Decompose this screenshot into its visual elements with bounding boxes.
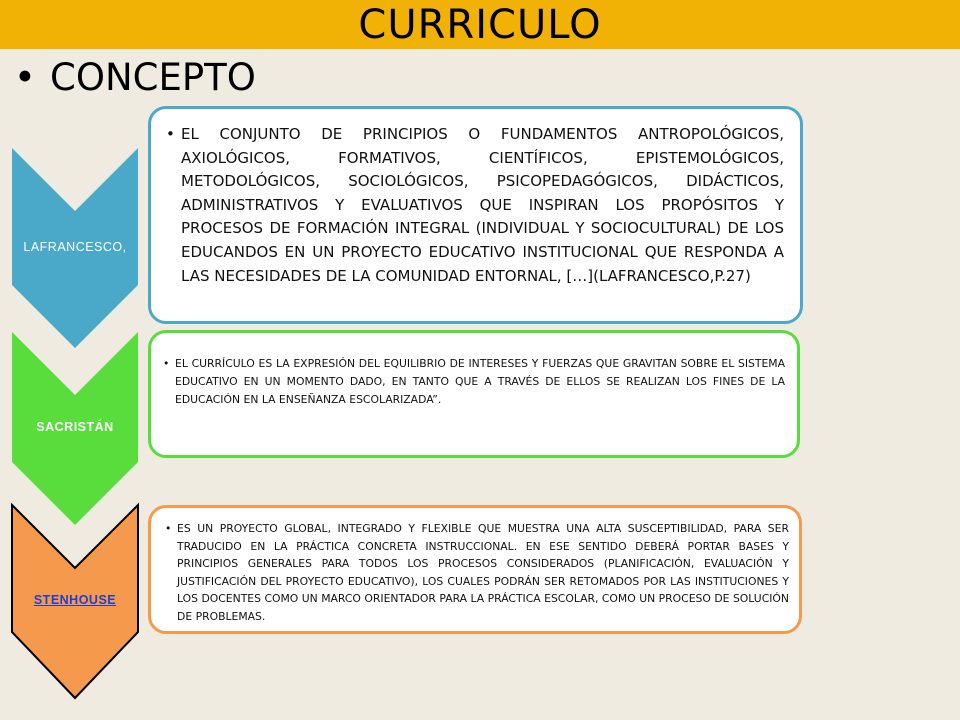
label-sacristan: SACRISTÁN: [36, 420, 114, 434]
slide-title: CURRICULO: [358, 1, 602, 48]
definition-lafrancesco: • EL CONJUNTO DE PRINCIPIOS O FUNDAMENTOS ANTROPOLÓGICOS, AXIOLÓGICOS, FORMATIVOS, CIENTÍFICOS, EPISTEMOLÓGICOS, METODOLÓGICOS, SOCIOLÓGICOS, PSICOPEDAGÓGICOS, DIDÁCTICOS, ADMINISTRATIVOS Y EVALUATIVOS QUE INSPIRAN LOS PROPÓSITOS Y PROCESOS DE FORMACIÓN INTEGRAL (INDIVIDUAL Y SOCIOCULTURAL) DE LOS EDUCANDOS EN UN PROYECTO EDUCATIVO INSTITUCIONAL QUE RESPONDA A LAS NECESIDADES DE LA COMUNIDAD ENTORNAL, […](LAFRANCESCO,P.27): [181, 123, 784, 288]
definition-stenhouse: • ES UN PROYECTO GLOBAL, INTEGRADO Y FLEXIBLE QUE MUESTRA UNA ALTA SUSCEPTIBILIDAD, PARA SER TRADUCIDO EN LA PRÁCTICA CONCRETA INSTRUCCIONAL. EN ESE SENTIDO DEBERÁ PORTAR BASES Y PRINCIPIOS GENERALES PARA TODOS LOS PROCESOS CONSIDERADOS (PLANIFICACIÓN, EVALUACIÓN Y JUSTIFICACIÓN DEL PROYECTO EDUCATIVO), LOS CUALES PODRÁN SER RETOMADOS POR LAS INSTITUCIONES Y LOS DOCENTES COMO UN MARCO ORIENTADOR PARA LA PRÁCTICA ESCOLAR, COMO UN PROCESO DE SOLUCIÓN DE PROBLEMAS.: [177, 520, 789, 625]
box-stenhouse: [148, 505, 802, 634]
box-lafrancesco: [148, 106, 803, 324]
title-bar: [0, 0, 960, 49]
box-sacristan: [148, 330, 800, 458]
bullet-icon: •: [14, 56, 36, 99]
definition-sacristan: • EL CURRÍCULO ES LA EXPRESIÓN DEL EQUILIBRIO DE INTERESES Y FUERZAS QUE GRAVITAN SOBRE EL SISTEMA EDUCATIVO EN UN MOMENTO DADO, EN TANTO QUE A TRAVÉS DE ELLOS SE REALIZAN LOS FINES DE LA EDUCACIÓN EN LA ENSEÑANZA ESCOLARIZADA”.: [175, 355, 785, 409]
label-lafrancesco: LAFRANCESCO,: [23, 240, 127, 254]
subtitle-text: CONCEPTO: [50, 56, 256, 99]
link-stenhouse[interactable]: STENHOUSE: [33, 593, 117, 607]
subtitle: [14, 56, 256, 99]
